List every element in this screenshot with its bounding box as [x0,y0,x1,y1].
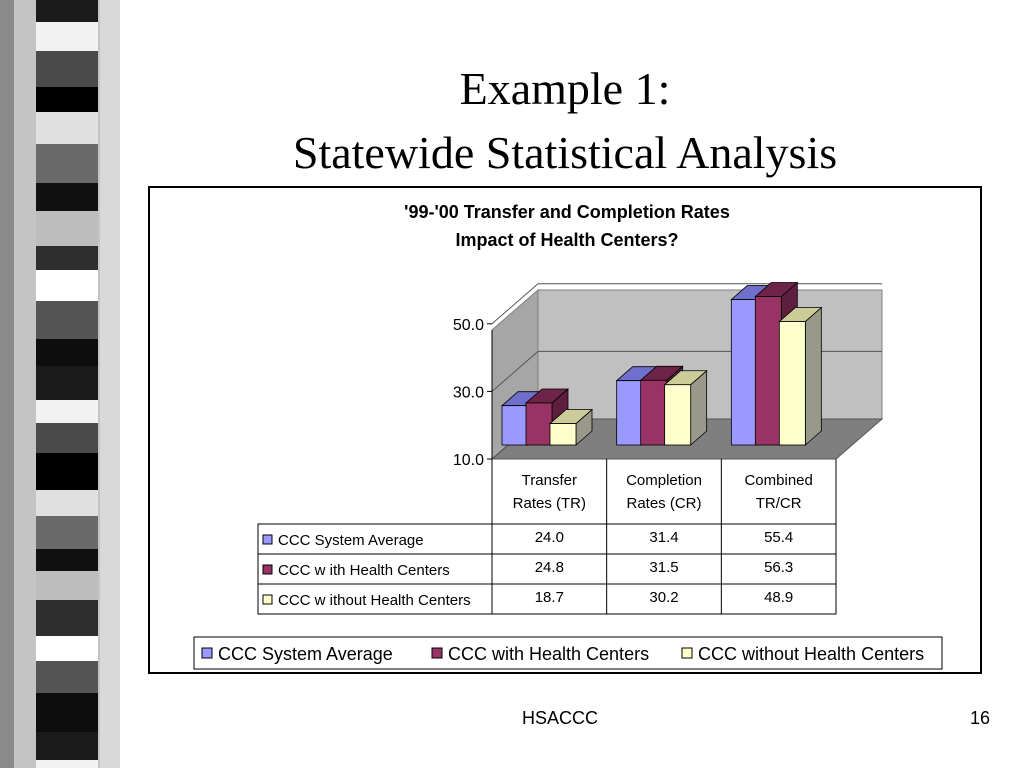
filmstrip-block [36,453,98,490]
chart-plot [150,188,980,672]
filmstrip-shadow [100,0,120,768]
chart-title: '99-'00 Transfer and Completion Rates [404,202,730,222]
table-value: 55.4 [764,529,794,546]
bar [526,403,552,445]
bar [665,385,691,445]
legend-swatch [682,648,692,658]
bar [550,424,576,445]
filmstrip-block [36,400,98,423]
category-label: Transfer [521,472,577,489]
filmstrip-block [36,211,98,246]
table-swatch [263,595,272,604]
filmstrip-block [36,87,98,112]
category-label: Completion [626,472,702,489]
table-value: 48.9 [764,589,794,606]
table-value: 18.7 [534,589,564,606]
table-swatch [263,565,272,574]
chart-frame [148,186,982,674]
filmstrip-block [36,270,98,301]
bar [731,300,757,445]
bar [755,297,781,445]
filmstrip-block [36,366,98,400]
filmstrip-block [36,636,98,661]
legend-swatch [202,648,212,658]
filmstrip-block [36,51,98,87]
table-value: 31.5 [649,559,679,576]
legend-label: CCC System Average [218,644,393,664]
legend-swatch [432,648,442,658]
y-tick-label: 50.0 [452,316,484,334]
category-label: Rates (TR) [512,495,587,512]
chart-back-wall [538,290,882,419]
table-value: 30.2 [649,589,679,606]
category-label: TR/CR [755,495,802,512]
table-row-label: CCC System Average [278,532,424,549]
table-row-label: CCC w ith Health Centers [278,562,450,579]
filmstrip-block [36,246,98,270]
table-value: 24.8 [534,559,564,576]
chart-subtitle: Impact of Health Centers? [455,230,679,250]
filmstrip-block [36,183,98,211]
filmstrip-block [36,339,98,366]
slide-title-line-2: Statewide Statistical Analysis [292,127,838,178]
table-value: 56.3 [764,559,794,576]
slide-title-line-1: Example 1: [459,63,671,114]
table-value: 24.0 [534,529,564,546]
footer-text: HSACCC [521,708,598,728]
filmstrip-block [36,732,98,760]
y-tick-label: 30.0 [452,384,484,402]
legend-label: CCC without Health Centers [698,644,925,664]
filmstrip-edge [0,0,14,768]
filmstrip-block [36,144,98,183]
bar [617,381,643,445]
filmstrip-block [36,22,98,51]
slide-number: 16 [969,708,990,728]
bar-side [805,308,821,445]
filmstrip-block [36,490,98,516]
table-swatch [263,535,272,544]
filmstrip-block [36,301,98,339]
y-tick-label: 10.0 [452,452,484,469]
filmstrip-block [36,112,98,144]
filmstrip-block [36,693,98,732]
table-value: 31.4 [649,529,679,546]
filmstrip-block [36,661,98,693]
filmstrip-decoration [0,0,120,768]
legend-label: CCC with Health Centers [448,644,650,664]
bar [502,406,528,445]
category-label: Rates (CR) [626,495,702,512]
bar [641,380,667,445]
table-row-label: CCC w ithout Health Centers [278,592,471,609]
filmstrip-block [36,516,98,549]
bar [779,322,805,445]
filmstrip-block [36,571,98,600]
category-label: Combined [744,472,813,489]
filmstrip-block [36,600,98,636]
filmstrip-block [36,760,98,768]
filmstrip-block [36,423,98,453]
filmstrip-block [36,0,98,22]
filmstrip-block [36,549,98,571]
